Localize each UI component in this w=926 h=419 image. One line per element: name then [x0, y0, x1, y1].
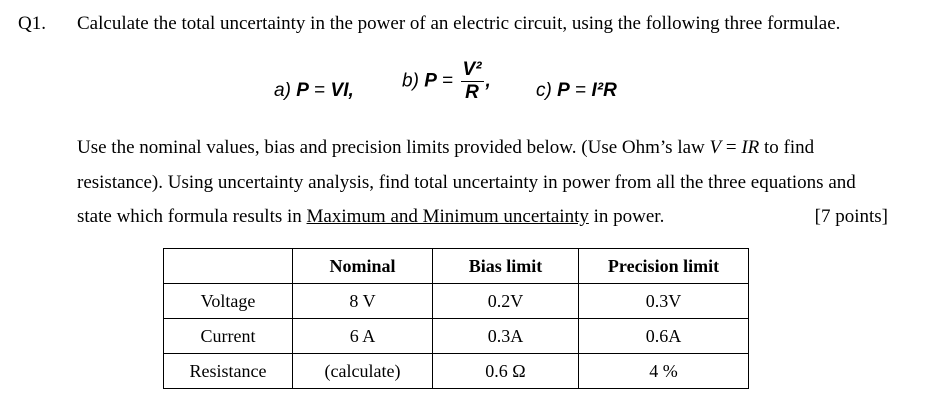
table-header-row [164, 249, 749, 284]
formula-c-rhs: I²R [591, 80, 617, 101]
table-cell: Voltage [164, 284, 293, 319]
ohm-law-eq: = [721, 137, 742, 158]
formula-a-label: a) [274, 80, 291, 101]
table-header-precision-limit: Precision limit [579, 249, 749, 284]
formula-b-denominator: R [465, 82, 479, 103]
formula-b-fraction [461, 59, 484, 104]
paragraph-line-3 [77, 206, 664, 228]
formula-a-eq: = [314, 80, 326, 101]
formula-b-label: b) [402, 70, 419, 92]
formula-b-tail: , [485, 70, 491, 92]
formula-b [402, 59, 491, 104]
formula-c-lhs: P [557, 80, 570, 101]
table-header-bias-limit: Bias limit [433, 249, 579, 284]
table-cell: 0.3V [579, 284, 749, 319]
table-cell: 6 A [293, 319, 433, 354]
question-intro: Calculate the total uncertainty in the power of an electric circuit, using the following three formulae. [77, 13, 841, 34]
formula-a-tail: , [348, 80, 354, 101]
points-label: [7 points] [814, 206, 888, 227]
table-cell: 0.6 Ω [433, 354, 579, 389]
formula-b-numerator: V² [462, 59, 482, 80]
table-cell: 8 V [293, 284, 433, 319]
table-row [164, 319, 749, 354]
paragraph-line-1-prefix: Use the nominal values, bias and precision limits provided below. (Use Ohm’s law [77, 137, 710, 158]
formula-c-label: c) [536, 80, 552, 101]
table-cell: (calculate) [293, 354, 433, 389]
paragraph-line-1-suffix: to find [759, 137, 815, 158]
ohm-law-v: V [709, 137, 722, 158]
formula-a [274, 80, 354, 102]
table-cell: Resistance [164, 354, 293, 389]
table-header-nominal: Nominal [293, 249, 433, 284]
underlined-max-min-uncertainty: Maximum and Minimum uncertainty [306, 206, 589, 227]
formula-a-lhs: P [296, 80, 309, 101]
formula-b-eq: = [442, 70, 454, 92]
values-table [163, 248, 749, 389]
table-cell: 0.6A [579, 319, 749, 354]
table-row [164, 354, 749, 389]
ohm-law-ir: IR [741, 137, 760, 158]
table-cell: Current [164, 319, 293, 354]
formula-b-lhs: P [424, 70, 437, 92]
formula-c-eq: = [575, 80, 587, 101]
paragraph-line-3-suffix: in power. [588, 206, 665, 227]
table-cell: 0.3A [433, 319, 579, 354]
paragraph-line-1 [77, 137, 814, 159]
table-header-cell [164, 249, 293, 284]
formula-c [536, 80, 617, 102]
table-row [164, 284, 749, 319]
table-cell: 0.2V [433, 284, 579, 319]
table-cell: 4 % [579, 354, 749, 389]
question-number: Q1. [18, 13, 46, 34]
paragraph-line-2: resistance). Using uncertainty analysis, find total uncertainty in power from all the three equations and [77, 172, 856, 193]
paragraph-line-3-prefix: state which formula results in [77, 206, 307, 227]
formula-a-rhs: VI [330, 80, 349, 101]
